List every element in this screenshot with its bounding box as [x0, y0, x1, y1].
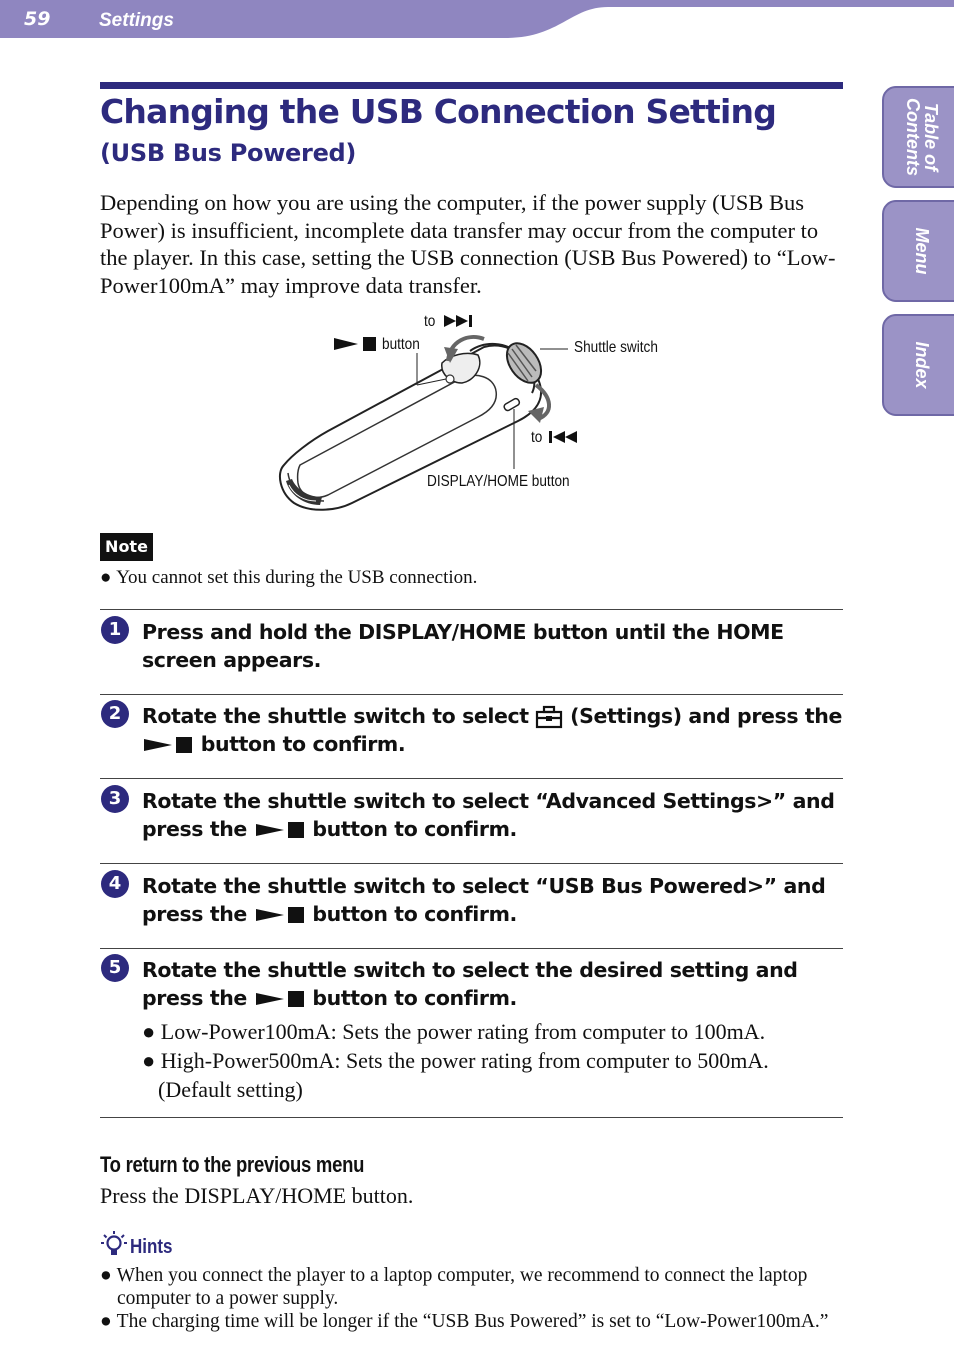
step-number: 2 [101, 700, 129, 728]
list-item: ● Low-Power100mA: Sets the power rating from computer to 100mA. [142, 1019, 766, 1044]
return-menu-title: To return to the previous menu [100, 1152, 365, 1177]
note-badge: Note [100, 533, 153, 561]
lightbulb-icon [100, 1229, 128, 1261]
step-number: 1 [101, 616, 129, 644]
tab-table-of-contents[interactable] [882, 86, 954, 188]
divider [100, 1117, 843, 1118]
hints-list [100, 1264, 848, 1333]
list-item: ● High-Power500mA: Sets the power rating from computer to 500mA. (Default setting) [142, 1048, 769, 1102]
step-3-text: Rotate the shuttle switch to select “Advanced Settings>” and press the button to confirm. [142, 789, 835, 841]
settings-toolbox-icon [535, 705, 563, 729]
to-prev-label: to [531, 429, 543, 446]
display-home-label: DISPLAY/HOME button [427, 473, 570, 490]
divider [100, 609, 843, 610]
play-stop-icon [254, 905, 306, 925]
page-header [0, 0, 954, 40]
page-number: 59 [24, 8, 51, 30]
play-button-label: button [382, 336, 420, 353]
step-2-text: Rotate the shuttle switch to select (Settings) and press the button to confirm. [142, 704, 842, 756]
page-subtitle: (USB Bus Powered) [100, 139, 357, 167]
shuttle-switch-label: Shuttle switch [574, 339, 658, 356]
to-next-label: to [424, 313, 436, 330]
return-menu-text: Press the DISPLAY/HOME button. [100, 1183, 414, 1208]
play-stop-icon [254, 820, 306, 840]
tab-label: Table of Contents [903, 98, 941, 176]
title-rule [100, 82, 843, 89]
tab-menu[interactable] [882, 200, 954, 302]
tab-index[interactable] [882, 314, 954, 416]
play-stop-icon [142, 735, 194, 755]
hints-title: Hints [130, 1236, 173, 1258]
tab-label: Menu [912, 227, 932, 275]
list-item: ● When you connect the player to a laptop computer, we recommend to connect the laptop computer to a power supply. [100, 1265, 808, 1309]
step-number: 3 [101, 785, 129, 813]
section-title: Settings [99, 10, 174, 31]
step-1-text: Press and hold the DISPLAY/HOME button until the HOME screen appears. [142, 620, 784, 672]
divider [100, 694, 843, 695]
step-4-text: Rotate the shuttle switch to select “USB Bus Powered>” and press the button to confirm. [142, 874, 826, 926]
intro-paragraph: Depending on how you are using the computer, if the power supply (USB Bus Power) is insufficient, incomplete data transfer may occur from the computer to the player. In this case, setting the USB connection (USB Bus Powered) to “Low-Power100mA” may improve data transfer. [100, 190, 836, 298]
divider [100, 863, 843, 864]
step-number: 4 [101, 870, 129, 898]
step-5-options [142, 1017, 842, 1104]
play-stop-icon [254, 989, 306, 1009]
step-5-text: Rotate the shuttle switch to select the desired setting and press the button to confirm. [142, 958, 798, 1010]
divider [100, 778, 843, 779]
page-title: Changing the USB Connection Setting [100, 92, 777, 131]
step-number: 5 [101, 954, 129, 982]
note-text: ● You cannot set this during the USB connection. [100, 567, 478, 588]
divider [100, 948, 843, 949]
player-illustration [270, 305, 690, 520]
list-item: ● The charging time will be longer if the “USB Bus Powered” is set to “Low-Power100mA.” [100, 1311, 829, 1332]
tab-label: Index [912, 341, 932, 389]
